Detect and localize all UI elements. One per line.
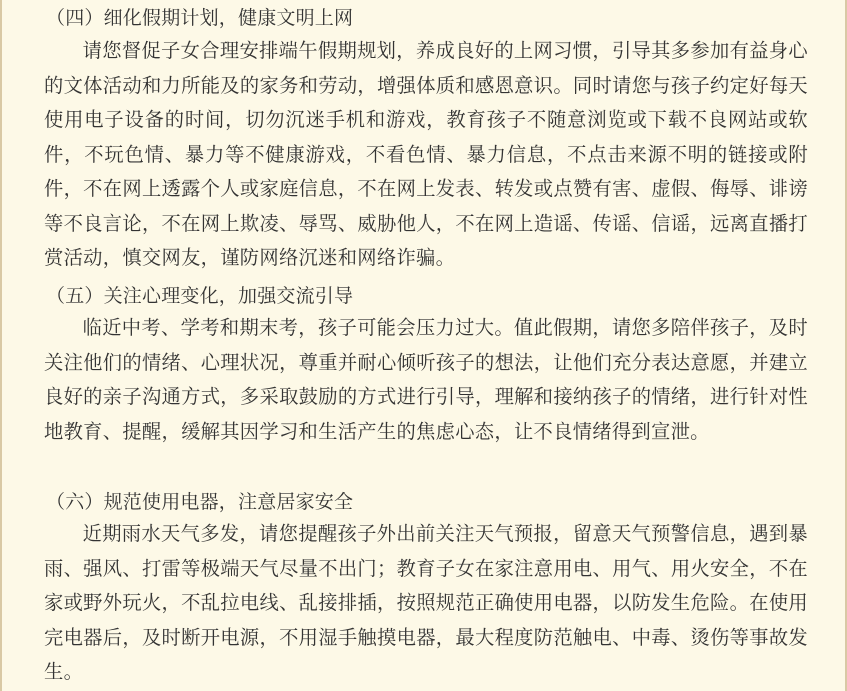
section-heading-5: （五）关注心理变化，加强交流引导 (46, 285, 354, 307)
section-heading-4: （四）细化假期计划，健康文明上网 (46, 7, 354, 29)
section-body-6: 近期雨水天气多发，请您提醒孩子外出前关注天气预报，留意天气预警信息，遇到暴雨、强风、打雷等极端天气尽量不出门；教育子女在家注意用电、用气、用火安全，不在家或野外玩火，不乱拉电线、乱接排插，按照规范正确使用电器，以防发生危险。在使用完电器后，及时断开电源，不用湿手触摸电器，最大程度防范触电、中毒、烫伤等事故发生。 (44, 522, 808, 683)
section-body-4: 请您督促子女合理安排端午假期规划，养成良好的上网习惯，引导其多参加有益身心的文体活动和力所能及的家务和劳动，增强体质和感恩意识。同时请您与孩子约定好每天使用电子设备的时间，切勿沉迷手机和游戏，教育孩子不随意浏览或下载不良网站或软件，不玩色情、暴力等不健康游戏，不看色情、暴力信息，不点击来源不明的链接或附件，不在网上透露个人或家庭信息，不在网上发表、转发或点赞有害、虚假、侮辱、诽谤等不良言论，不在网上欺凌、辱骂、威胁他人，不在网上造谣、传谣、信谣，远离直播打赏活动，慎交网友，谨防网络沉迷和网络诈骗。 (44, 39, 808, 269)
section-body-5: 临近中考、学考和期末考，孩子可能会压力过大。值此假期，请您多陪伴孩子，及时关注他们的情绪、心理状况，尊重并耐心倾听孩子的想法，让他们充分表达意愿，并建立良好的亲子沟通方式，多采取鼓励的方式进行引导，理解和接纳孩子的情绪，进行针对性地教育、提醒，缓解其因学习和生活产生的焦虑心态，让不良情绪得到宣泄。 (44, 316, 808, 443)
section-heading-6: （六）规范使用电器，注意居家安全 (46, 491, 354, 513)
